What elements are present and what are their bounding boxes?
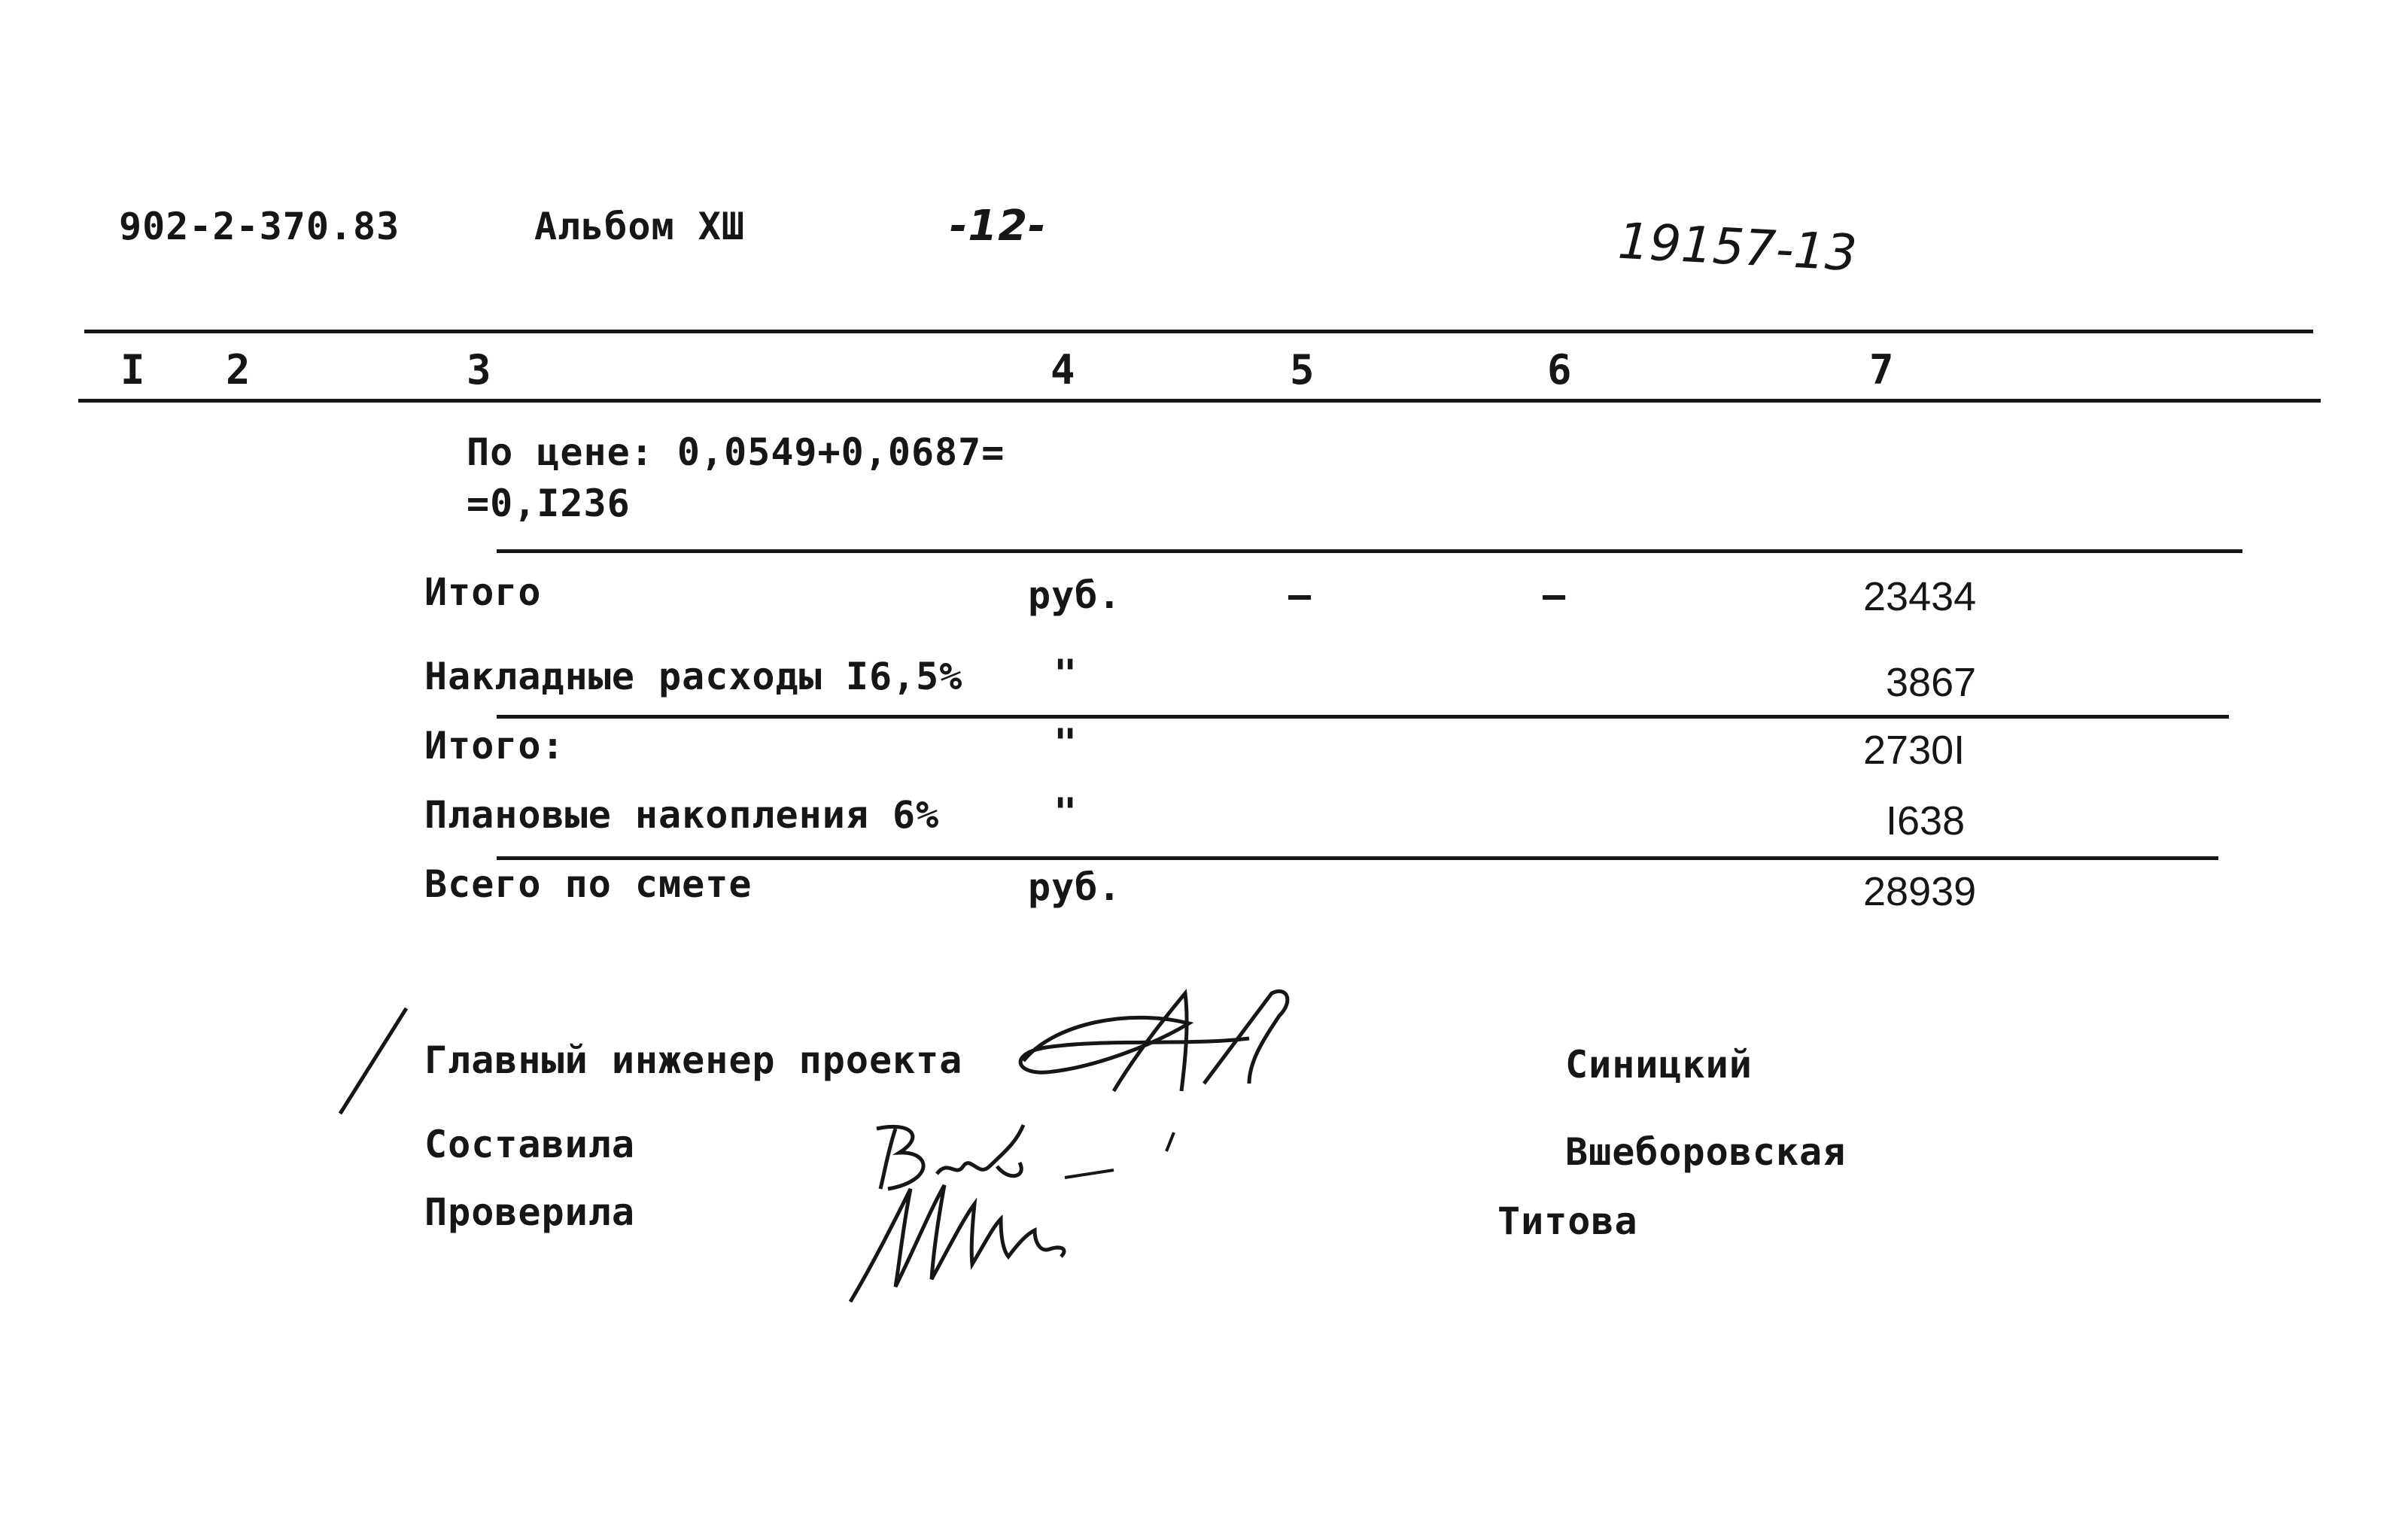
price-note-line-2: =0,I236 bbox=[467, 482, 631, 525]
signatory-name: Синицкий bbox=[1565, 1043, 1753, 1087]
row-value: 28939 bbox=[1863, 869, 1977, 914]
row-unit: руб. bbox=[1028, 865, 1122, 909]
column-header-7: 7 bbox=[1869, 346, 1895, 394]
signature-role: Проверила bbox=[424, 1190, 635, 1234]
row-col6: – bbox=[1543, 573, 1567, 617]
row-label: Итого: bbox=[424, 724, 565, 768]
signatory-name: Титова bbox=[1497, 1199, 1638, 1243]
column-header-6: 6 bbox=[1547, 346, 1573, 394]
header-bottom-rule bbox=[78, 399, 2321, 403]
row-value: 23434 bbox=[1863, 574, 1977, 619]
column-header-1: I bbox=[120, 346, 146, 394]
table-rule bbox=[497, 549, 2242, 553]
margin-stroke bbox=[331, 1001, 414, 1121]
row-value: I638 bbox=[1886, 798, 1966, 844]
row-unit: " bbox=[1054, 721, 1078, 766]
signature-chief-engineer bbox=[1001, 978, 1317, 1114]
row-unit: " bbox=[1054, 790, 1078, 835]
row-value: 3867 bbox=[1886, 660, 1977, 705]
row-unit: руб. bbox=[1028, 573, 1122, 617]
row-label: Всего по смете bbox=[424, 862, 752, 906]
row-col5: – bbox=[1288, 573, 1312, 617]
row-label: Итого bbox=[424, 570, 542, 614]
table-rule bbox=[497, 856, 2218, 860]
row-value: 2730I bbox=[1863, 728, 1966, 773]
table-rule bbox=[497, 715, 2229, 719]
row-unit: " bbox=[1054, 652, 1078, 697]
row-label: Плановые накопления 6% bbox=[424, 793, 940, 837]
page-number: -12- bbox=[950, 202, 1047, 251]
signature-role: Составила bbox=[424, 1123, 635, 1166]
inventory-number: 19157-13 bbox=[1616, 211, 1859, 283]
signature-role: Главный инженер проекта bbox=[424, 1038, 963, 1082]
document-code: 902-2-370.83 bbox=[119, 205, 400, 248]
column-header-5: 5 bbox=[1290, 346, 1315, 394]
column-header-3: 3 bbox=[467, 346, 492, 394]
column-header-4: 4 bbox=[1050, 346, 1076, 394]
row-label: Накладные расходы I6,5% bbox=[424, 655, 963, 698]
header-top-rule bbox=[84, 330, 2313, 333]
signatory-name: Вшеборовская bbox=[1565, 1130, 1847, 1174]
album-label: Альбом XШ bbox=[534, 205, 745, 248]
column-header-2: 2 bbox=[226, 346, 251, 394]
signature-checker bbox=[843, 1174, 1159, 1309]
price-note-line-1: По цене: 0,0549+0,0687= bbox=[467, 430, 1005, 474]
